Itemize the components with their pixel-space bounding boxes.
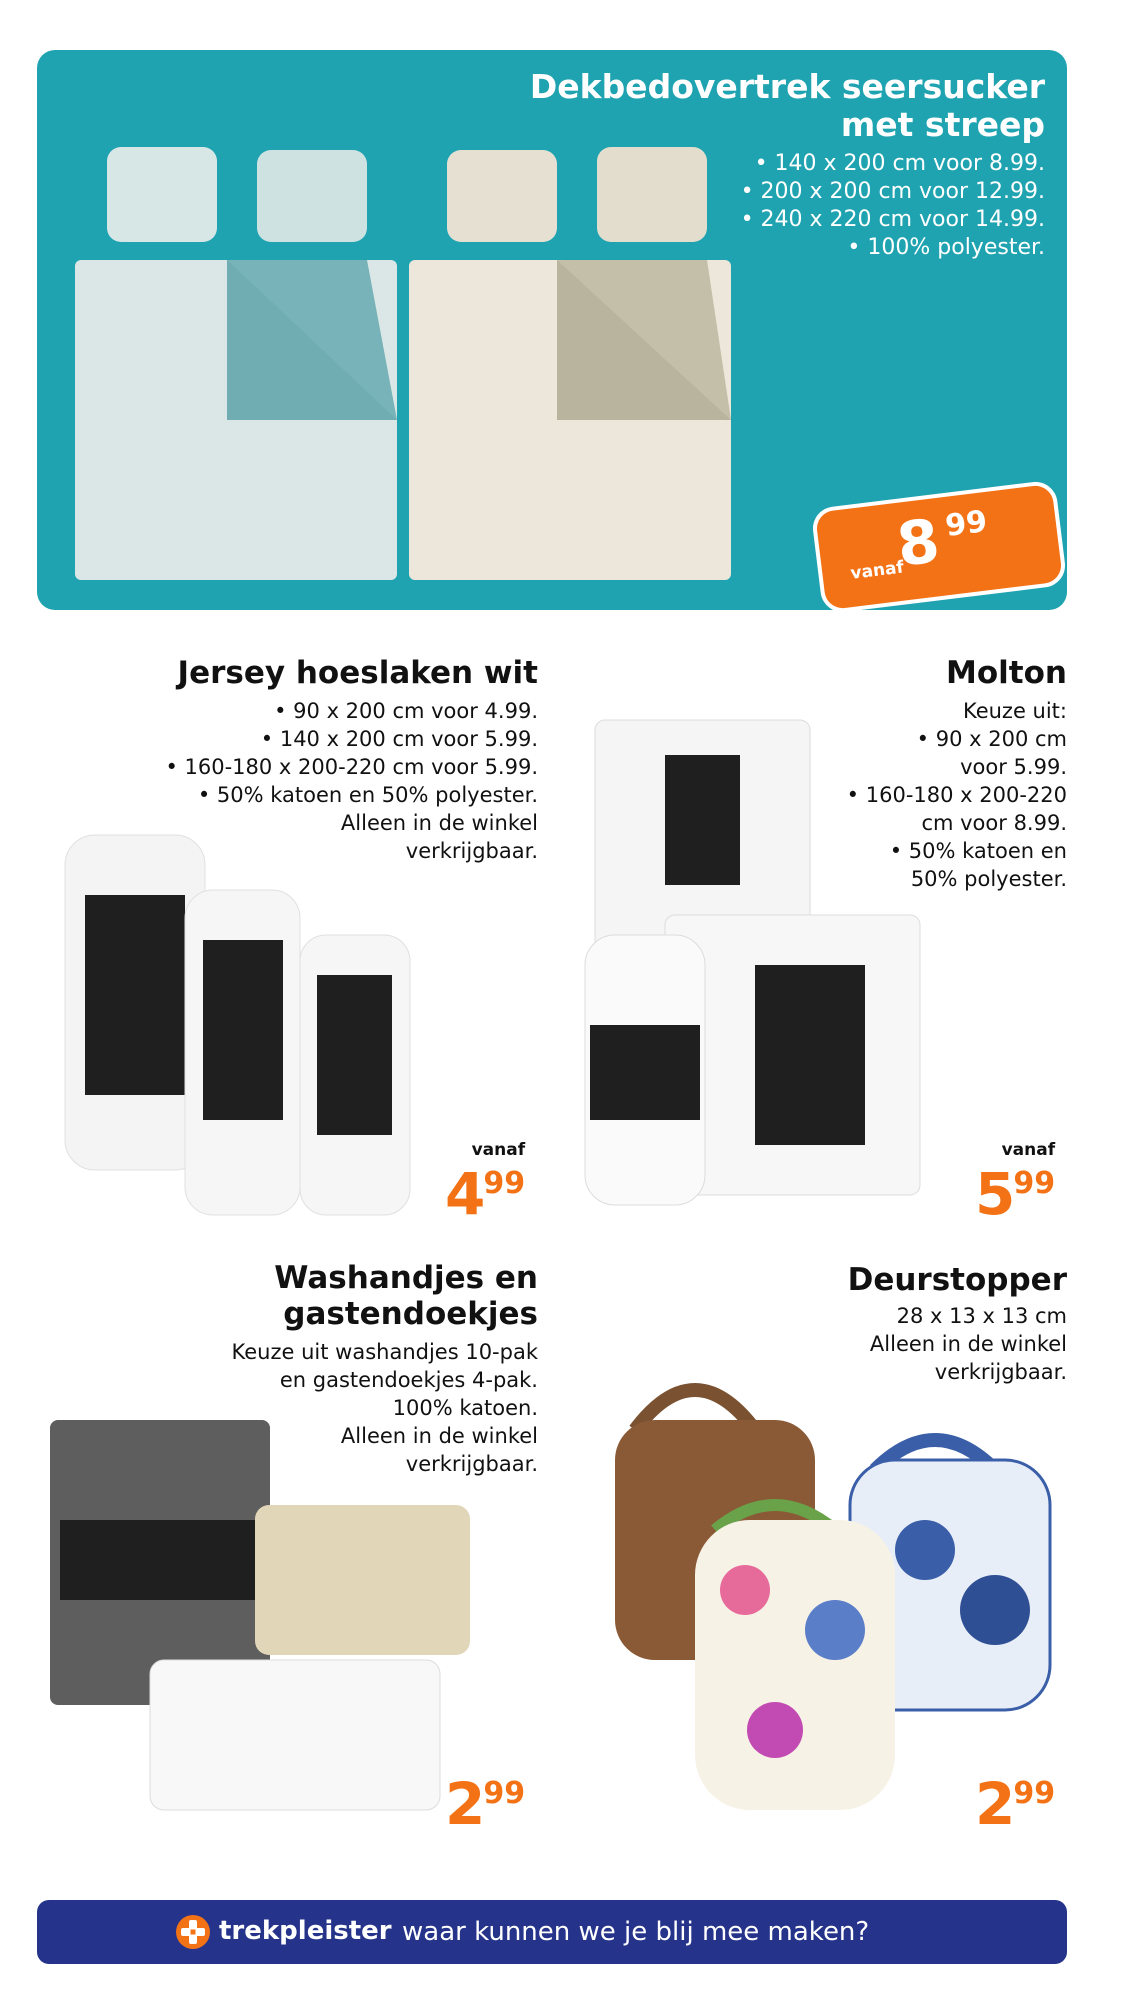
jersey-line: Alleen in de winkel [340,811,538,835]
price-euro: 4 [445,1160,484,1228]
jersey-line: verkrijgbaar. [405,839,538,863]
doorstopper-image [595,1330,1055,1830]
deurstopper-title: Deurstopper [847,1262,1067,1298]
hero-price-badge [815,484,1063,610]
washandjes-line: Keuze uit washandjes 10-pak [231,1340,538,1364]
price-euro: 8 [893,506,942,581]
brand-name: trekpleister [219,1916,392,1946]
footer-banner [37,1900,1067,1964]
molton-image [565,715,925,1215]
hero-title-line1: Dekbedovertrek seersucker [529,67,1045,106]
price-euro: 2 [975,1770,1014,1838]
hero-panel-dekbedovertrek [37,50,1067,610]
molton-line: 50% polyester. [910,867,1067,891]
deurstopper-line: Alleen in de winkel [869,1332,1067,1356]
jersey-title: Jersey hoeslaken wit [177,655,538,691]
hero-bullet: • 100% polyester. [847,235,1045,260]
molton-title: Molton [946,655,1067,691]
jersey-line: • 140 x 200 cm voor 5.99. [260,727,538,751]
hero-bullet: • 240 x 220 cm voor 14.99. [740,207,1045,232]
deurstopper-line: 28 x 13 x 13 cm [896,1304,1067,1328]
hero-title-line2: met streep [840,105,1045,144]
hero-title [530,68,1045,144]
price-prefix: vanaf [1001,1140,1056,1160]
molton-line: • 160-180 x 200-220 [846,783,1067,807]
washandjes-title [274,1260,538,1332]
price-cents: 99 [483,1166,526,1201]
hero-bullet: • 140 x 200 cm voor 8.99. [754,151,1045,176]
trekpleister-logo-icon [175,1914,211,1950]
jersey-line: • 50% katoen en 50% polyester. [197,783,538,807]
slogan: waar kunnen we je blij mee maken? [402,1917,870,1947]
molton-line: • 50% katoen en [889,839,1067,863]
molton-line: • 90 x 200 cm [916,727,1067,751]
price-euro: 2 [445,1770,484,1838]
deurstopper-line: verkrijgbaar. [934,1360,1067,1384]
jersey-line: • 90 x 200 cm voor 4.99. [274,699,538,723]
price-cents: 99 [1013,1166,1056,1201]
hero-bullet: • 200 x 200 cm voor 12.99. [740,179,1045,204]
molton-line: voor 5.99. [960,755,1067,779]
price-cents: 99 [483,1776,526,1811]
washandjes-line: verkrijgbaar. [405,1452,538,1476]
molton-price [975,1140,1056,1228]
hero-bullet-list [741,150,1045,262]
washandjes-line: 100% katoen. [392,1396,538,1420]
washandjes-title-line2: gastendoekjes [283,1296,538,1332]
deurstopper-price [975,1770,1055,1838]
jersey-line: • 160-180 x 200-220 cm voor 5.99. [165,755,538,779]
price-prefix: vanaf [849,557,905,584]
washandjes-line: Alleen in de winkel [340,1424,538,1448]
molton-line: Keuze uit: [962,699,1067,723]
jersey-sheets-image [55,825,415,1225]
price-prefix: vanaf [471,1140,526,1160]
price-cents: 99 [1013,1776,1056,1811]
molton-line: cm voor 8.99. [921,811,1067,835]
washandjes-price [445,1770,525,1838]
jersey-price [445,1140,526,1228]
price-euro: 5 [975,1160,1014,1228]
washandjes-line: en gastendoekjes 4-pak. [279,1368,538,1392]
washcloths-image [40,1410,480,1830]
washandjes-title-line1: Washandjes en [274,1260,538,1296]
price-cents: 99 [943,504,990,544]
